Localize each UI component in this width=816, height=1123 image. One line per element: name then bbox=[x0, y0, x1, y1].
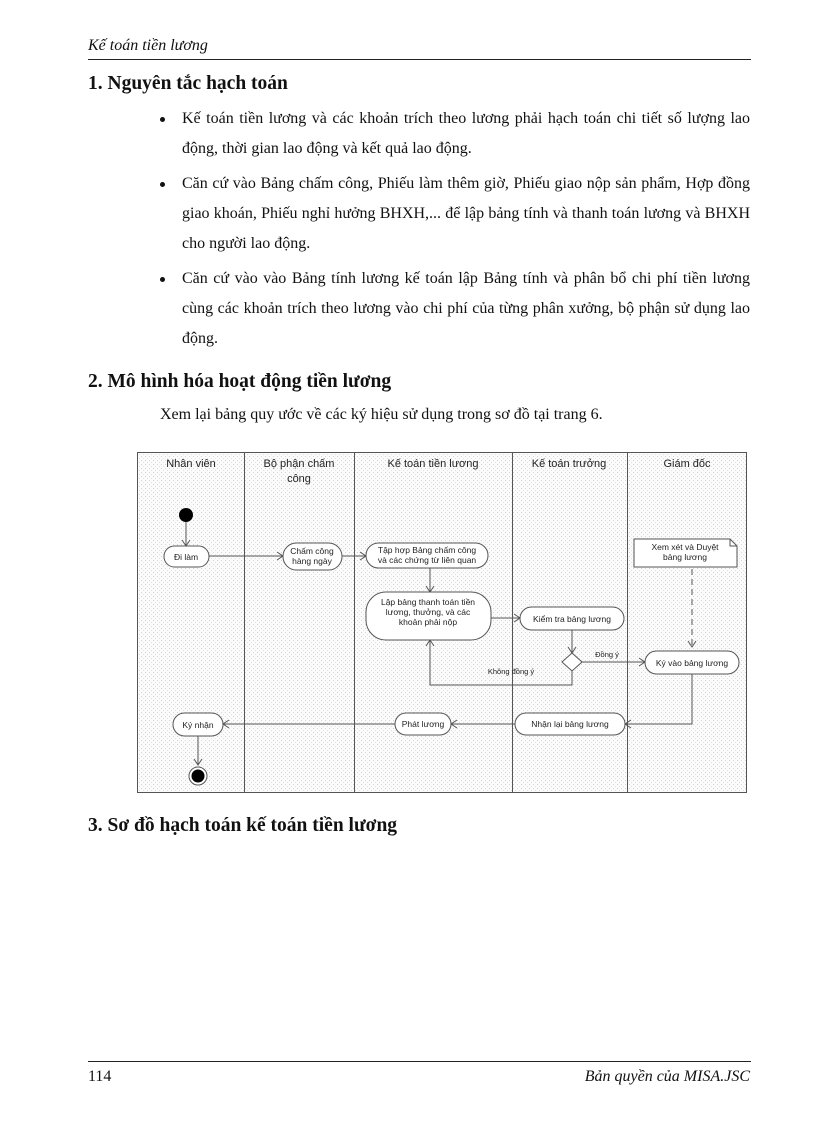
bullet-item bbox=[160, 169, 750, 259]
section-1-heading: 1. Nguyên tắc hạch toán bbox=[88, 73, 288, 94]
start-node bbox=[179, 508, 193, 522]
lane-header-employee: Nhân viên bbox=[166, 458, 216, 470]
bullet-icon bbox=[160, 117, 165, 122]
lane-header-director: Giám đốc bbox=[663, 458, 711, 470]
node-label: hàng ngày bbox=[292, 556, 332, 566]
bullet-icon bbox=[160, 182, 165, 187]
section-2-heading: 2. Mô hình hóa hoạt động tiền lương bbox=[88, 371, 392, 392]
section-3-heading: 3. Sơ đồ hạch toán kế toán tiền lương bbox=[88, 815, 398, 836]
node-label: lương, thưởng, và các bbox=[385, 607, 471, 617]
lane-header-chief-accountant: Kế toán trưởng bbox=[531, 458, 607, 470]
guard-not-approved: Không đồng ý bbox=[487, 667, 535, 676]
copyright-notice: Bản quyền của MISA.JSC bbox=[584, 1068, 750, 1085]
section-1-bullet-list bbox=[160, 104, 750, 359]
bullet-item bbox=[160, 104, 750, 164]
node-label: bảng lương bbox=[663, 552, 707, 562]
section-2-intro: Xem lại bảng quy ước về các ký hiệu sử dụng trong sơ đồ tại trang 6. bbox=[160, 406, 603, 423]
node-label: Đi làm bbox=[173, 552, 199, 562]
bullet-text: Căn cứ vào Bảng chấm công, Phiếu làm thêm giờ, Phiếu giao nộp sản phẩm, Hợp đồng giao khoán, Phiếu nghỉ hưởng BHXH,... để lập bảng tính và thanh toán lương và BHXH cho người lao động. bbox=[182, 175, 750, 252]
node-label: Ký nhận bbox=[182, 720, 214, 730]
end-node bbox=[192, 770, 205, 783]
lane-header-payroll-accountant: Kế toán tiền lương bbox=[387, 458, 479, 470]
bullet-icon bbox=[160, 277, 165, 282]
activity-diagram bbox=[137, 452, 747, 793]
bullet-text: Kế toán tiền lương và các khoản trích theo lương phải hạch toán chi tiết số lượng lao động, thời gian lao động và kết quả lao động. bbox=[182, 110, 750, 157]
header-divider bbox=[88, 59, 751, 60]
running-header: Kế toán tiền lương bbox=[88, 37, 208, 54]
node-label: Phát lương bbox=[401, 719, 445, 729]
bullet-item bbox=[160, 264, 750, 354]
node-label: Ký vào bảng lương bbox=[655, 658, 729, 668]
guard-approved: Đồng ý bbox=[595, 650, 619, 659]
lane-header-timekeeping-2: công bbox=[287, 473, 311, 485]
page-number: 114 bbox=[88, 1068, 112, 1085]
node-label: Xem xét và Duyệt bbox=[651, 542, 719, 552]
node-label: Chấm công bbox=[290, 546, 334, 556]
node-label: Tập hợp Bảng chấm công bbox=[377, 545, 477, 555]
footer-divider bbox=[88, 1061, 751, 1062]
node-label: Lập bảng thanh toán tiền bbox=[380, 597, 476, 607]
node-label: Kiểm tra bảng lương bbox=[533, 614, 611, 624]
lane-header-timekeeping: Bộ phận chấm bbox=[263, 458, 335, 470]
node-label: Nhận lại bảng lương bbox=[531, 719, 609, 729]
node-label: khoản phải nộp bbox=[398, 617, 458, 627]
bullet-text: Căn cứ vào vào Bảng tính lương kế toán lập Bảng tính và phân bổ chi phí tiền lương cùng các khoản trích theo lương vào chi phí của từng phân xưởng, bộ phận sử dụng lao động. bbox=[182, 270, 750, 347]
node-label: và các chứng từ liên quan bbox=[377, 555, 477, 565]
